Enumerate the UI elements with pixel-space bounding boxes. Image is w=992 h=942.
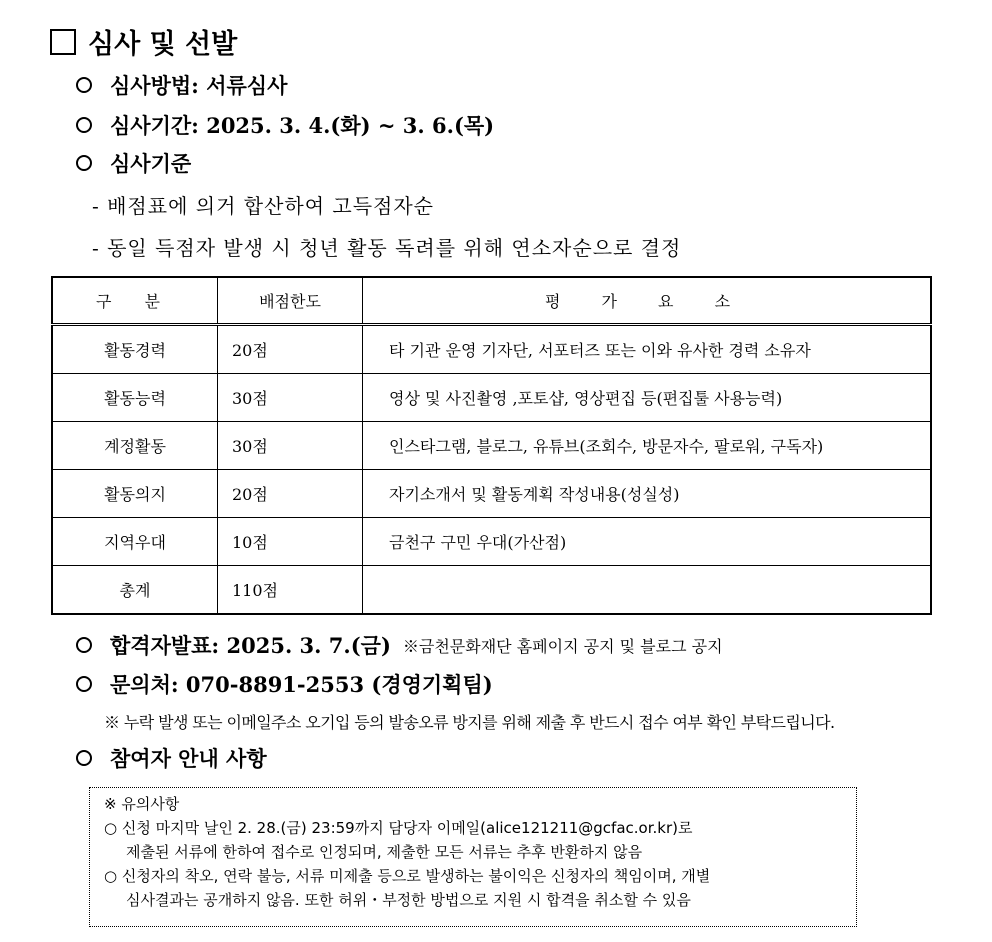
- scoring-table: [51, 276, 932, 615]
- section-title: 심사 및 선발: [88, 29, 238, 60]
- row-element: 금천구 구민 우대(가산점): [363, 518, 932, 566]
- row-score: 10점: [218, 518, 363, 566]
- table-row: [52, 325, 931, 374]
- item-method: [76, 70, 287, 100]
- notes-line: 심사결과는 공개하지 않음. 또한 허위・부정한 방법으로 지원 시 합격을 취소할 수 있음: [126, 891, 691, 909]
- row-category: 지역우대: [52, 518, 218, 566]
- row-score: 30점: [218, 374, 363, 422]
- checkbox-square-icon: [50, 29, 76, 55]
- table-row: [52, 374, 931, 422]
- announcement-note: ※금천문화재단 홈페이지 공지 및 블로그 공지: [402, 636, 723, 656]
- notes-line: ○ 신청자의 착오, 연락 불능, 서류 미제출 등으로 발생하는 불이익은 신청자의 책임이며, 개별: [104, 867, 711, 885]
- section-heading: [50, 22, 237, 61]
- circle-bullet-icon: [76, 77, 92, 93]
- circle-bullet-icon: [76, 676, 92, 692]
- row-category: 활동의지: [52, 470, 218, 518]
- notes-box: [89, 787, 857, 927]
- item-announcement: [76, 630, 723, 660]
- circle-bullet-icon: [76, 117, 92, 133]
- header-score: 배점한도: [218, 277, 363, 325]
- criteria-text: 심사기준: [110, 151, 192, 176]
- item-contact: [76, 669, 493, 699]
- header-category: 구 분: [52, 277, 218, 325]
- notes-title: ※ 유의사항: [104, 795, 180, 813]
- header-element: 평 가 요 소: [363, 277, 932, 325]
- row-element: 영상 및 사진촬영 ,포토샵, 영상편집 등(편집툴 사용능력): [363, 374, 932, 422]
- announcement-text: 합격자발표: 2025. 3. 7.(금): [110, 633, 391, 658]
- row-element: 인스타그램, 블로그, 유튜브(조회수, 방문자수, 팔로워, 구독자): [363, 422, 932, 470]
- row-element: [363, 566, 932, 615]
- notes-line: 제출된 서류에 한하여 접수로 인정되며, 제출한 모든 서류는 추후 반환하지 않음: [126, 843, 643, 861]
- row-score: 110점: [218, 566, 363, 615]
- contact-notice: ※ 누락 발생 또는 이메일주소 오기입 등의 발송오류 방지를 위해 제출 후 반드시 접수 여부 확인 부탁드립니다.: [104, 713, 835, 732]
- row-score: 20점: [218, 325, 363, 374]
- circle-bullet-icon: [76, 750, 92, 766]
- row-category: 활동경력: [52, 325, 218, 374]
- table-total-row: [52, 566, 931, 615]
- guide-title: 참여자 안내 사항: [110, 746, 267, 771]
- table-row: [52, 470, 931, 518]
- contact-text: 문의처: 070-8891-2553 (경영기획팀): [110, 672, 493, 697]
- table-row: [52, 422, 931, 470]
- item-period: [76, 110, 494, 140]
- circle-bullet-icon: [76, 155, 92, 171]
- notes-line: ○ 신청 마지막 날인 2. 28.(금) 23:59까지 담당자 이메일(alice121211@gcfac.or.kr)로: [104, 819, 693, 837]
- row-category: 총계: [52, 566, 218, 615]
- row-category: 계정활동: [52, 422, 218, 470]
- item-guide: [76, 743, 267, 773]
- row-score: 20점: [218, 470, 363, 518]
- table-row: [52, 518, 931, 566]
- circle-bullet-icon: [76, 637, 92, 653]
- row-element: 자기소개서 및 활동계획 작성내용(성실성): [363, 470, 932, 518]
- period-text: 심사기간: 2025. 3. 4.(화) ~ 3. 6.(목): [110, 113, 495, 138]
- row-score: 30점: [218, 422, 363, 470]
- item-criteria: [76, 148, 191, 178]
- criteria-line-2: - 동일 득점자 발생 시 청년 활동 독려를 위해 연소자순으로 결정: [92, 236, 682, 260]
- table-header-row: [52, 277, 931, 325]
- row-category: 활동능력: [52, 374, 218, 422]
- row-element: 타 기관 운영 기자단, 서포터즈 또는 이와 유사한 경력 소유자: [363, 325, 932, 374]
- method-text: 심사방법: 서류심사: [110, 73, 288, 98]
- criteria-line-1: - 배점표에 의거 합산하여 고득점자순: [92, 194, 434, 218]
